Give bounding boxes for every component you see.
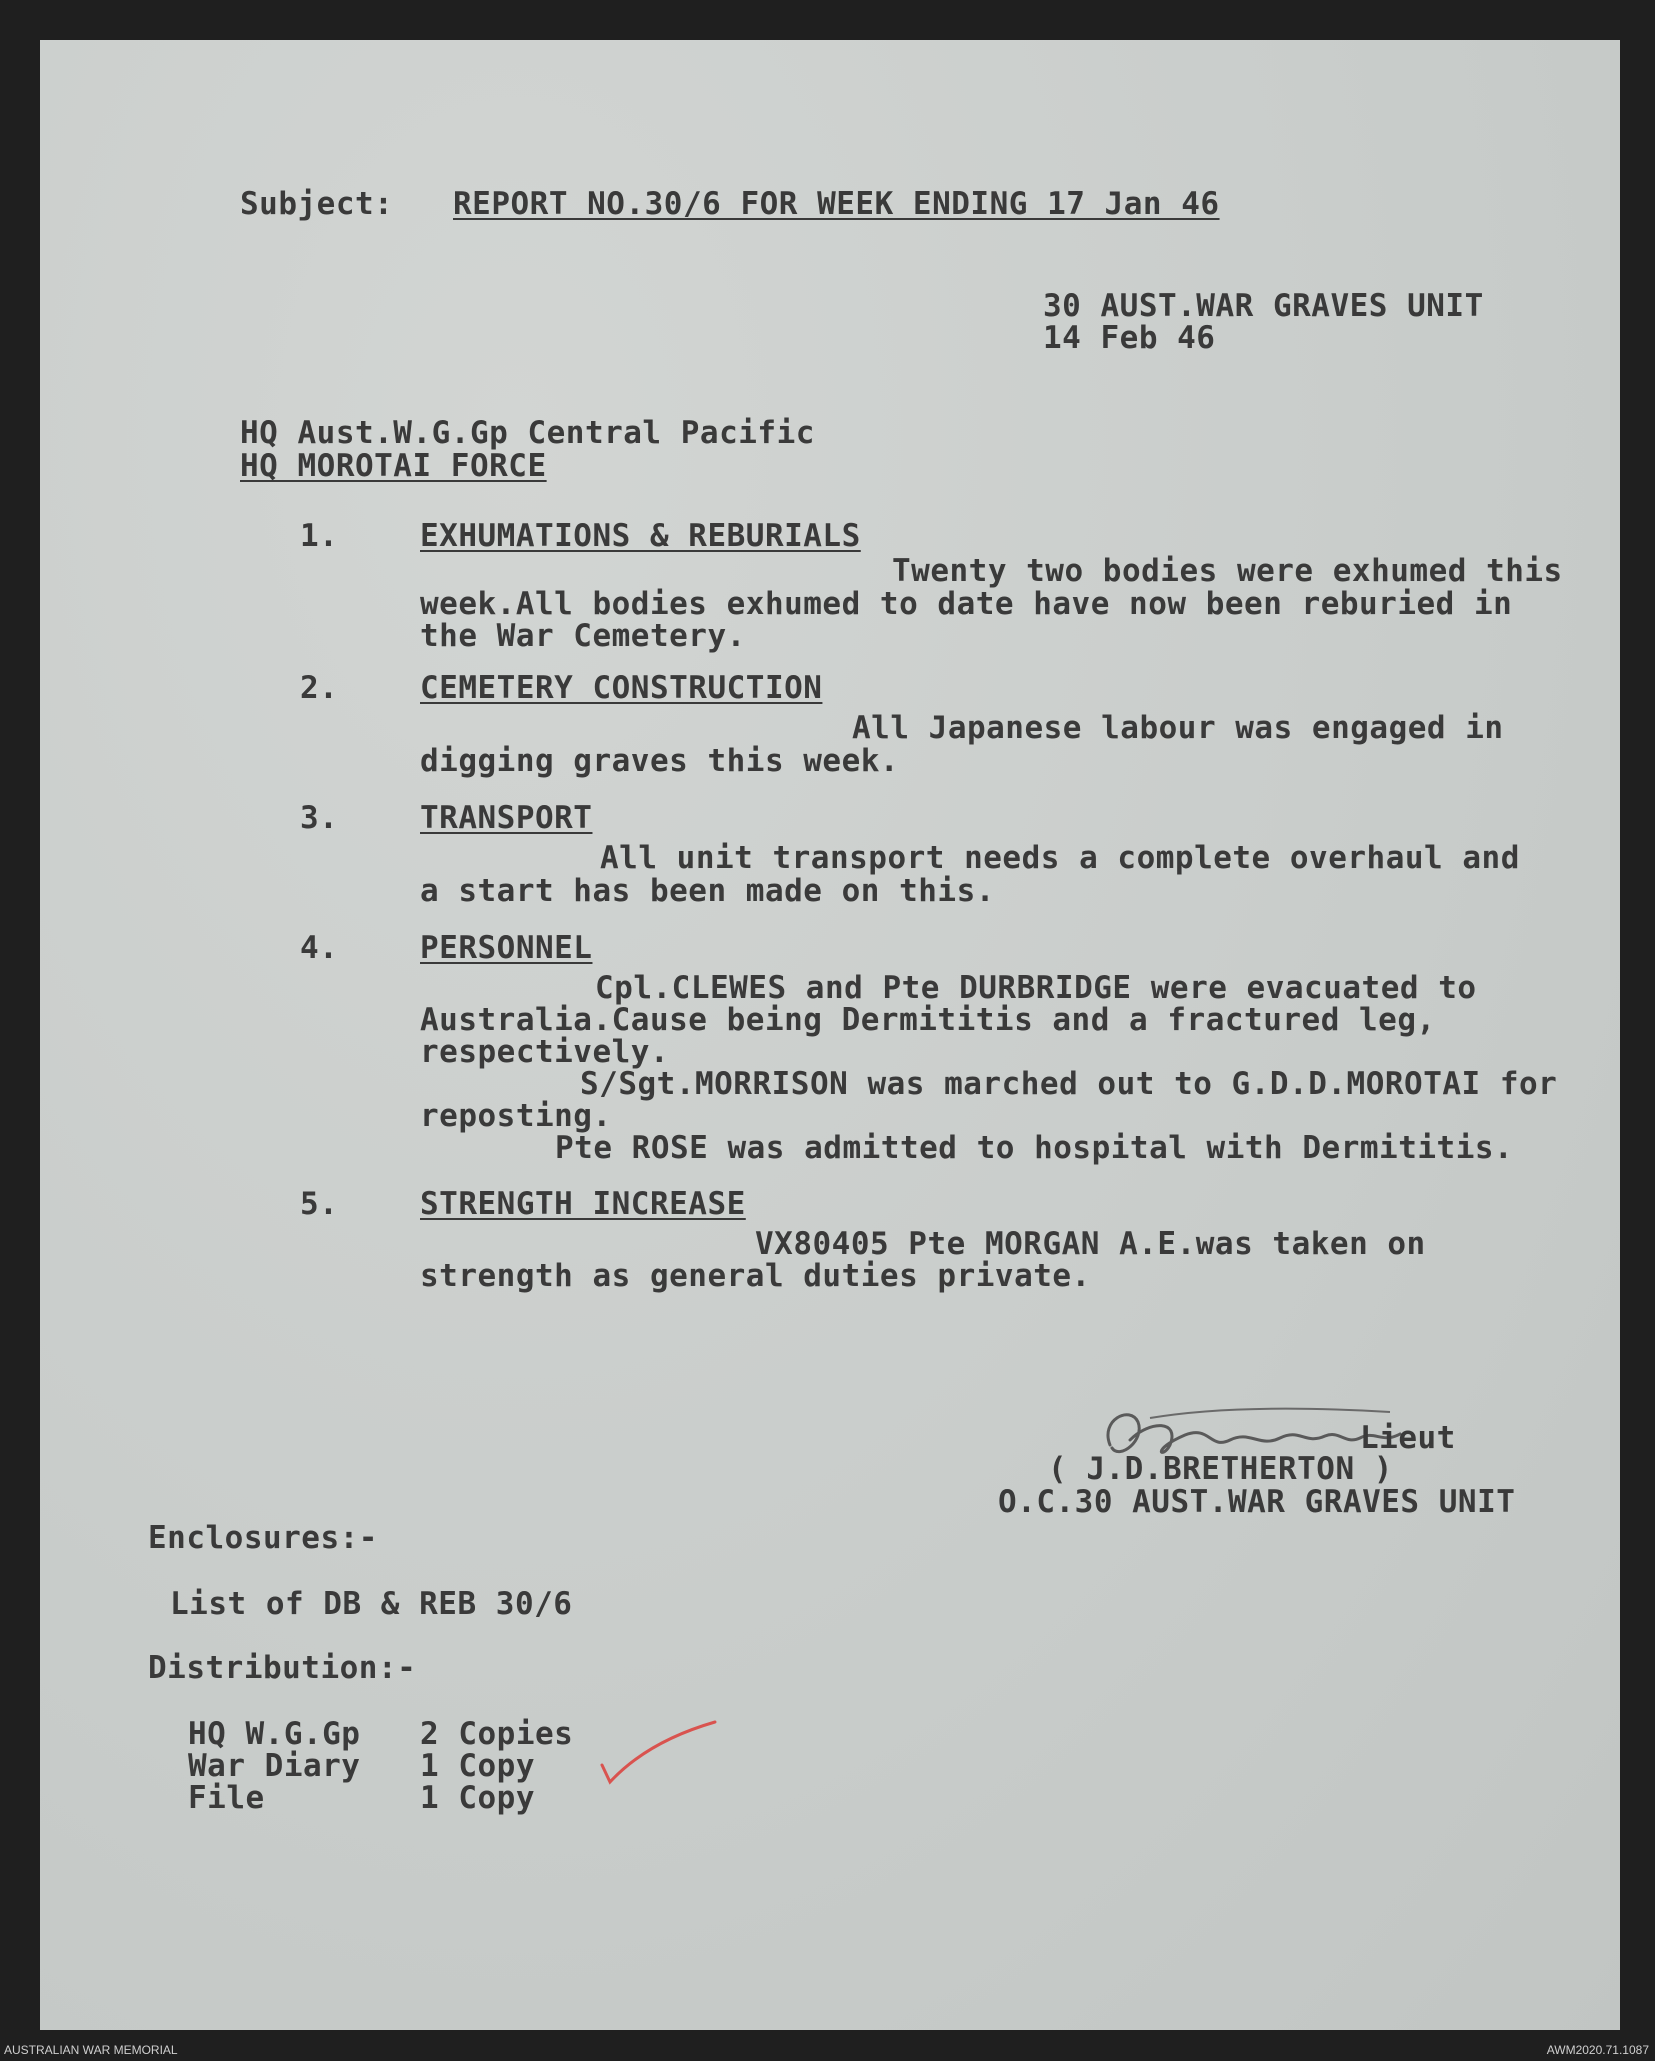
subject-label: Subject: <box>240 186 394 222</box>
distribution-to: HQ W.G.Gp <box>188 1716 361 1752</box>
date-line: 14 Feb 46 <box>1043 320 1216 356</box>
unit-line: 30 AUST.WAR GRAVES UNIT <box>1043 288 1484 324</box>
section-number: 3. <box>300 800 339 836</box>
footer-reference: AWM2020.71.1087 <box>1546 2043 1649 2057</box>
section-heading: STRENGTH INCREASE <box>420 1186 746 1222</box>
section-line: All unit transport needs a complete overhaul and <box>600 840 1520 876</box>
section-line: VX80405 Pte MORGAN A.E.was taken on <box>755 1226 1426 1262</box>
section-line: strength as general duties private. <box>420 1258 1091 1294</box>
footer-credit: AUSTRALIAN WAR MEMORIAL <box>4 2043 178 2057</box>
section-line: Twenty two bodies were exhumed this <box>892 553 1563 589</box>
section-line: digging graves this week. <box>420 743 900 779</box>
distribution-label: Distribution:- <box>148 1650 417 1686</box>
section-heading: TRANSPORT <box>420 800 593 836</box>
section-number: 2. <box>300 670 339 706</box>
enclosure-item: List of DB & REB 30/6 <box>170 1586 573 1622</box>
distribution-to: War Diary <box>188 1748 361 1784</box>
section-line: Australia.Cause being Dermititis and a fractured leg, <box>420 1002 1436 1038</box>
section-heading: EXHUMATIONS & REBURIALS <box>420 518 861 554</box>
section-number: 4. <box>300 930 339 966</box>
distribution-copies: 1 Copy <box>420 1748 535 1784</box>
section-line: week.All bodies exhumed to date have now been reburied in <box>420 586 1513 622</box>
section-number: 5. <box>300 1186 339 1222</box>
section-line: All Japanese labour was engaged in <box>852 710 1504 746</box>
distribution-copies: 2 Copies <box>420 1716 574 1752</box>
section-line: a start has been made on this. <box>420 873 995 909</box>
distribution-copies: 1 Copy <box>420 1780 535 1816</box>
red-tick-mark <box>600 1720 720 1800</box>
addressee-line: HQ MOROTAI FORCE <box>240 448 547 484</box>
enclosures-label: Enclosures:- <box>148 1520 378 1556</box>
signatory-name: ( J.D.BRETHERTON ) <box>1048 1451 1393 1487</box>
signatory-title: O.C.30 AUST.WAR GRAVES UNIT <box>998 1484 1516 1520</box>
subject-text: REPORT NO.30/6 FOR WEEK ENDING 17 Jan 46 <box>453 186 1220 222</box>
addressee-line: HQ Aust.W.G.Gp Central Pacific <box>240 415 815 451</box>
section-line: the War Cemetery. <box>420 618 746 654</box>
section-line: reposting. <box>420 1098 612 1134</box>
section-line: Cpl.CLEWES and Pte DURBRIDGE were evacuated to <box>595 970 1477 1006</box>
document-page <box>40 40 1620 2030</box>
section-line: respectively. <box>420 1034 670 1070</box>
distribution-to: File <box>188 1780 265 1816</box>
section-number: 1. <box>300 518 339 554</box>
section-line: S/Sgt.MORRISON was marched out to G.D.D.MOROTAI for <box>580 1066 1558 1102</box>
section-heading: PERSONNEL <box>420 930 593 966</box>
section-heading: CEMETERY CONSTRUCTION <box>420 670 823 706</box>
section-line: Pte ROSE was admitted to hospital with Dermititis. <box>555 1130 1514 1166</box>
signatory-rank: Lieut <box>1360 1420 1456 1456</box>
